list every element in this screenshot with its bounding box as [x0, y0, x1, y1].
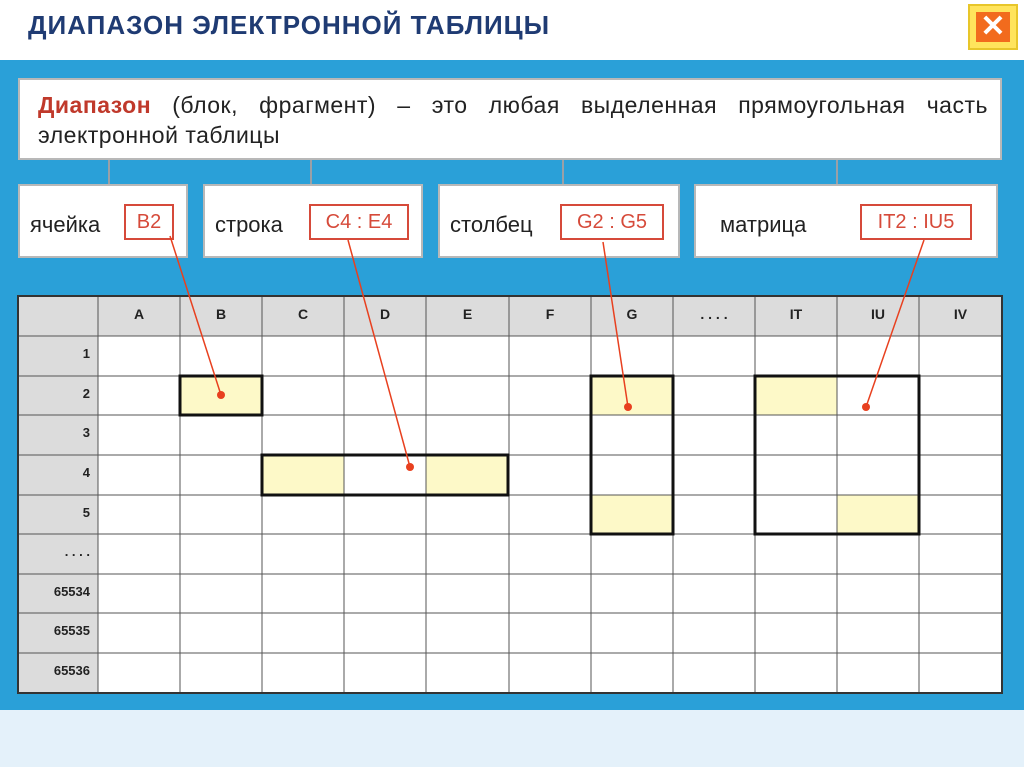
column-header: E	[462, 306, 473, 322]
column-header: B	[215, 306, 227, 322]
row-header: 4	[82, 465, 90, 480]
column-header: G	[626, 306, 638, 322]
definition-body: (блок, фрагмент) – это любая выделенная прямоугольная часть электронной таблицы	[38, 92, 988, 148]
definition-term: Диапазон	[38, 92, 152, 118]
highlight-e4	[426, 455, 508, 495]
highlight-c4	[262, 455, 344, 495]
category-code: IT2 : IU5	[860, 204, 972, 240]
category-label: ячейка	[30, 212, 101, 237]
column-header: IV	[953, 306, 968, 322]
pointer-lines	[170, 236, 924, 467]
row-header: 3	[82, 425, 90, 440]
column-header: . . . .	[700, 306, 728, 322]
highlight-g2	[591, 376, 673, 415]
row-header: 65534	[53, 584, 90, 599]
category-code: C4 : E4	[309, 204, 409, 240]
close-icon: ✕	[976, 12, 1010, 42]
category-code: B2	[124, 204, 174, 240]
column-header: C	[297, 306, 309, 322]
category-label: строка	[215, 212, 283, 237]
row-header: 2	[82, 386, 90, 401]
row-header: 65535	[53, 623, 90, 638]
category-code: G2 : G5	[560, 204, 664, 240]
column-header: IT	[789, 306, 803, 322]
grid-lines	[18, 296, 1002, 693]
category-label: матрица	[720, 212, 807, 237]
highlight-g5	[591, 495, 673, 534]
column-header: A	[133, 306, 145, 322]
row-header: 1	[82, 346, 90, 361]
page-title: ДИАПАЗОН ЭЛЕКТРОННОЙ ТАБЛИЦЫ	[28, 10, 551, 40]
highlight-it2	[755, 376, 837, 415]
column-header: D	[379, 306, 391, 322]
highlight-iu5	[837, 495, 919, 534]
category-label: столбец	[450, 212, 533, 237]
row-header: 5	[82, 505, 90, 520]
column-header: F	[545, 306, 555, 322]
row-header: . . . .	[64, 544, 90, 559]
column-header: IU	[871, 306, 885, 322]
row-header: 65536	[53, 663, 90, 678]
